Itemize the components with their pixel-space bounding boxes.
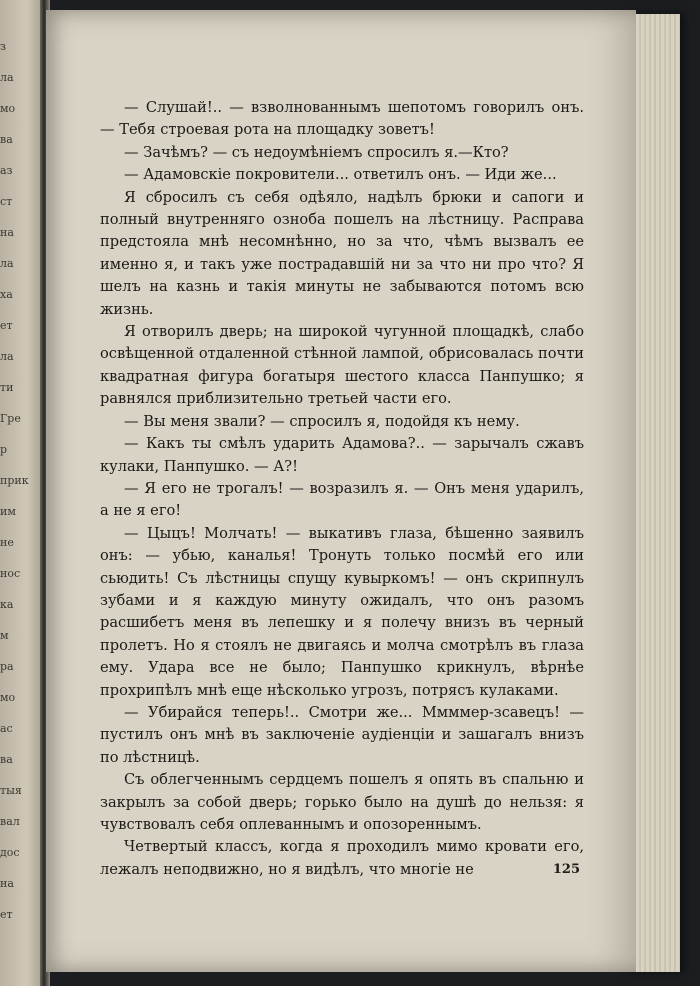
facing-page-fragment: Гре (0, 412, 21, 425)
facing-page-fragment: ла (0, 257, 14, 270)
facing-page-fragment: ст (0, 195, 13, 208)
facing-page-fragment: м (0, 629, 9, 642)
facing-page-fragment: ра (0, 660, 14, 673)
facing-page-fragment: ха (0, 288, 13, 301)
facing-page-fragment: ла (0, 71, 14, 84)
page-number: 125 (552, 862, 580, 877)
facing-page-fragment: ва (0, 753, 13, 766)
paragraph: — Я его не трогалъ! — возразилъ я. — Онъ меня ударилъ, а не я его! (100, 479, 584, 520)
facing-page-fragment: мо (0, 102, 16, 115)
facing-page-fragment: аз (0, 164, 13, 177)
facing-page-fragment: на (0, 877, 14, 890)
paragraph: Съ облегченнымъ сердцемъ пошелъ я опять въ спальню и закрылъ за собой дверь; горько было на душѣ до нельзя: я чувствовалъ себя оплеваннымъ и опозореннымъ. (100, 771, 584, 833)
paragraph: — Вы меня звали? — спросилъ я, подойдя къ нему. (124, 412, 520, 430)
facing-page-fragment: ла (0, 350, 14, 363)
facing-page-fragment: з (0, 40, 6, 53)
book-page (46, 10, 636, 972)
facing-page-fragment: мо (0, 691, 16, 704)
facing-page-fragment: не (0, 536, 14, 549)
facing-page-fragment: ка (0, 598, 14, 611)
paragraph: — Цыцъ! Молчать! — выкативъ глаза, бѣшенно заявилъ онъ: — убью, каналья! Тронуть только посмѣй его или сьюдить! Съ лѣстницы спущу кувыркомъ! — онъ скрипнулъ зубами и я каждую минуту ожидалъ, что онъ разомъ расшибетъ меня въ лепешку и я полечу внизъ въ черный пролетъ. Но я стоялъ не двигаясь и молча смотрѣлъ въ глаза ему. Удара все не было; Панпушко крикнулъ, вѣрнѣе прохрипѣлъ мнѣ еще нѣсколько угрозъ, потрясъ кулаками. (100, 524, 584, 699)
facing-page-fragment: ва (0, 133, 13, 146)
paragraph: — Слушай!.. — взволнованнымъ шепотомъ говорилъ онъ. — Тебя строевая рота на площадку зоветъ! (100, 99, 584, 139)
facing-page-fragment: нос (0, 567, 21, 580)
facing-page-fragment: р (0, 443, 8, 456)
facing-page-fragment: на (0, 226, 14, 239)
facing-page-fragment: ас (0, 722, 13, 735)
facing-page-fragment: ет (0, 319, 13, 332)
facing-page-fragment: им (0, 505, 16, 518)
paragraph: — Зачѣмъ? — съ недоумѣніемъ спросилъ я.—Кто? (124, 143, 509, 161)
facing-page-fragment: прик (0, 474, 29, 487)
facing-page-fragment: вал (0, 815, 20, 828)
paragraph: — Убирайся теперь!.. Смотри же... Ммммер-зсавецъ! — пустилъ онъ мнѣ въ заключеніе аудіенціи и зашагалъ внизъ по лѣстницѣ. (100, 703, 584, 766)
facing-page-fragment: ти (0, 381, 14, 394)
facing-page (0, 0, 44, 986)
paragraph: Я отворилъ дверь; на широкой чугунной площадкѣ, слабо освѣщенной отдаленной стѣнной лампой, обрисовалась почти квадратная фигура богатыря шестого класса Панпушко; я равнялся приблизительно третьей части его. (100, 323, 584, 408)
paragraph: Я сбросилъ съ себя одѣяло, надѣлъ брюки и сапоги и полный внутренняго озноба пошелъ на лѣстницу. Расправа предстояла мнѣ несомнѣнно, но за что, чѣмъ вызвалъ ее именно я, и такъ уже пострадавшій ни за что ни про что? Я шелъ на казнь и такія минуты не забываются потомъ всю жизнь. (100, 188, 584, 318)
facing-page-fragment: ет (0, 908, 13, 921)
facing-page-fragment: тыя (0, 784, 22, 797)
facing-page-fragment: дос (0, 846, 20, 859)
paragraph: Четвертый классъ, когда я проходилъ мимо кровати его, лежалъ неподвижно, но я видѣлъ, что многіе не (100, 838, 584, 878)
paragraph: — Какъ ты смѣлъ ударить Адамова?.. — зарычалъ сжавъ кулаки, Панпушко. — А?! (100, 435, 584, 475)
paragraph: — Адамовскіе покровители... ответилъ онъ. — Иди же... (124, 166, 557, 184)
page-body (100, 97, 584, 881)
